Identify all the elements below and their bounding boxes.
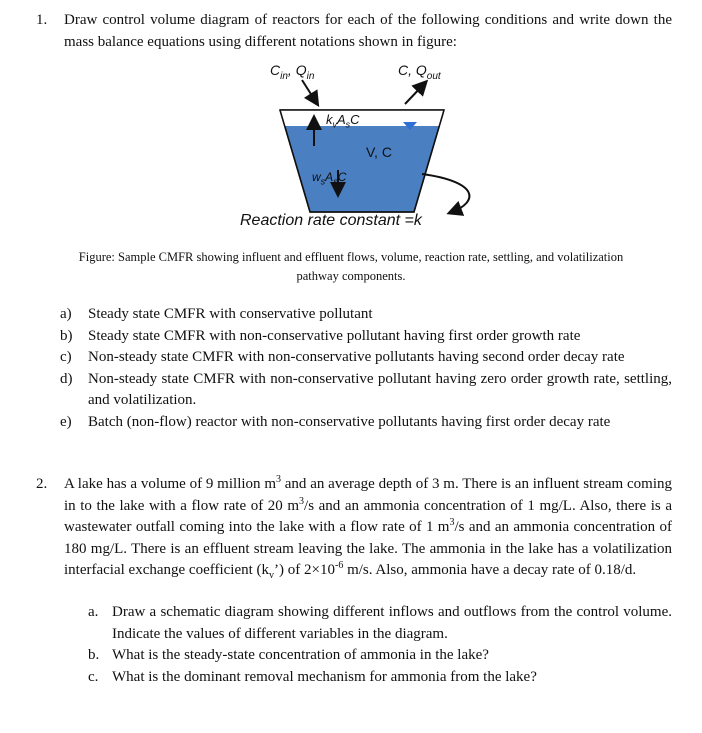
- question-2-number: 2.: [36, 476, 48, 492]
- reaction-rate-label: Reaction rate constant =k: [240, 212, 422, 229]
- list-item: c) Non-steady state CMFR with non-conservative pollutants having second order decay rate: [60, 349, 625, 365]
- outflow-label: C, $Q_{out}$: [398, 62, 441, 82]
- list-item: c. What is the dominant removal mechanism for ammonia from the lake?: [88, 668, 537, 685]
- list-item: e) Batch (non-flow) reactor with non-conservative pollutants having first order decay rate: [60, 413, 611, 430]
- question-1-number: 1.: [36, 12, 48, 28]
- question-2-list: [88, 602, 672, 688]
- outflow-arrow: [405, 84, 424, 104]
- question-2-text: A lake has a volume of 9 million $m^3$ and an average depth of 3 m. There is an influent stream coming in to the lake with a flow rate of 20 $m^3/s$ and an ammonia concentration of 1 mg/L. Also, there is a wastewater outfall coming into the lake with a flow rate of 1 $m^3/s$ and an ammonia concentration of 180 mg/L. There is an effluent stream leaving the lake. The ammonia in the lake has a volatilization interfacial exchange coefficient $(k_v’)$ of $2\times 10^{-6}$ m/s. Also, ammonia have a decay rate of 0.18/d.: [64, 474, 672, 581]
- question-1: [36, 10, 672, 53]
- list-item: a. Draw a schematic diagram showing different inflows and outflows from the control volume. Indicate the values of different variables in the diagram.: [88, 604, 672, 642]
- figure-caption: Figure: Sample CMFR showing influent and effluent flows, volume, reaction rate, settling, and volatilization pathway components.: [78, 250, 624, 283]
- list-item: b) Steady state CMFR with non-conservative pollutant having first order growth rate: [60, 327, 581, 344]
- list-item: d) Non-steady state CMFR with non-conservative pollutant having zero order growth rate, settling, and volatilization.: [60, 370, 672, 408]
- list-item: b. What is the steady-state concentration of ammonia in the lake?: [88, 647, 489, 663]
- question-2: [36, 474, 672, 587]
- settling-label: $w_sA_sC$: [312, 170, 347, 187]
- volatilization-label: $k_vA_sC$: [326, 112, 360, 130]
- inflow-arrow: [302, 80, 316, 102]
- question-1-text: Draw control volume diagram of reactors for each of the following conditions and write down the mass balance equations using different notations shown in figure:: [64, 12, 672, 50]
- question-1-list: [60, 304, 672, 433]
- list-item: a) Steady state CMFR with conservative pollutant: [60, 306, 373, 322]
- cmfr-diagram: [230, 62, 500, 234]
- volume-label: V, C: [366, 144, 392, 160]
- inflow-label: $C_{in}$, $Q_{in}$: [270, 62, 315, 82]
- reaction-arrow: [422, 174, 469, 212]
- cmfr-figure: [230, 62, 500, 234]
